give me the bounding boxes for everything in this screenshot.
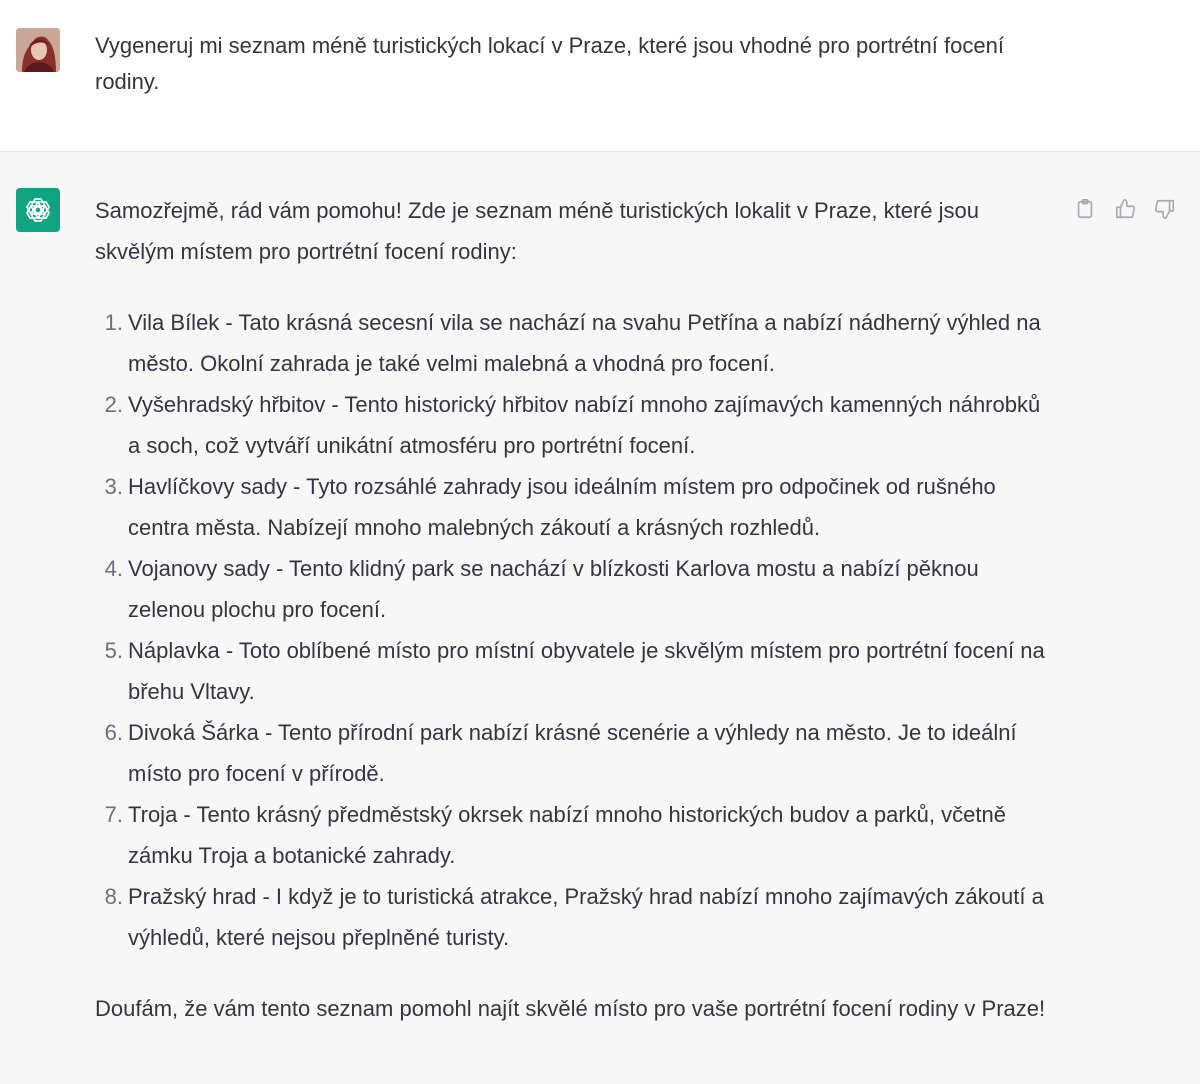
list-item-text: Vyšehradský hřbitov - Tento historický hřbitov nabízí mnoho zajímavých kamenných náhrobků a soch, což vytváří unikátní atmosféru pro portrétní focení.	[128, 392, 1041, 458]
list-item-text: Havlíčkovy sady - Tyto rozsáhlé zahrady jsou ideálním místem pro odpočinek od rušného centra města. Nabízejí mnoho malebných zákoutí a krásných rozhledů.	[128, 474, 996, 540]
user-message	[0, 0, 1200, 152]
thumbs-up-button[interactable]	[1112, 196, 1138, 222]
list-item	[95, 876, 1055, 958]
assistant-outro: Doufám, že vám tento seznam pomohl najít skvělé místo pro vaše portrétní focení rodiny v Praze!	[95, 996, 1046, 1021]
chatgpt-logo-icon	[16, 188, 60, 232]
list-item-number: 6.	[104, 720, 123, 745]
list-item-text: Troja - Tento krásný předměstský okrsek nabízí mnoho historických budov a parků, včetně zámku Troja a botanické zahrady.	[128, 802, 1006, 868]
list-item-text: Vila Bílek - Tato krásná secesní vila se nachází na svahu Petřína a nabízí nádherný výhled na město. Okolní zahrada je také velmi malebná a vhodná pro focení.	[128, 310, 1041, 376]
list-item-text: Vojanovy sady - Tento klidný park se nachází v blízkosti Karlova mostu a nabízí pěknou zelenou plochu pro focení.	[128, 556, 979, 622]
location-list	[95, 302, 1055, 958]
list-item-number: 3.	[104, 474, 123, 499]
user-avatar-image	[16, 28, 60, 72]
copy-button[interactable]	[1072, 196, 1098, 222]
list-item	[95, 466, 1055, 548]
list-item	[95, 302, 1055, 384]
list-item	[95, 712, 1055, 794]
thumbs-down-icon	[1154, 198, 1176, 220]
list-item-number: 2.	[104, 392, 123, 417]
user-message-text: Vygeneruj mi seznam méně turistických lokací v Praze, které jsou vhodné pro portrétní focení rodiny.	[95, 33, 1004, 94]
assistant-message	[0, 152, 1200, 1084]
list-item-number: 5.	[104, 638, 123, 663]
thumbs-up-icon	[1114, 198, 1136, 220]
list-item-number: 8.	[104, 884, 123, 909]
list-item-text: Náplavka - Toto oblíbené místo pro místní obyvatele je skvělým místem pro portrétní focení na břehu Vltavy.	[128, 638, 1045, 704]
list-item	[95, 548, 1055, 630]
thumbs-down-button[interactable]	[1152, 196, 1178, 222]
list-item-text: Pražský hrad - I když je to turistická atrakce, Pražský hrad nabízí mnoho zajímavých zákoutí a výhledů, které nejsou přeplněné turisty.	[128, 884, 1044, 950]
list-item-number: 4.	[104, 556, 123, 581]
list-item	[95, 384, 1055, 466]
assistant-intro: Samozřejmě, rád vám pomohu! Zde je seznam méně turistických lokalit v Praze, které jsou skvělým místem pro portrétní focení rodiny:	[95, 198, 980, 264]
message-actions	[1072, 196, 1178, 222]
list-item-number: 1.	[104, 310, 123, 335]
list-item	[95, 794, 1055, 876]
clipboard-icon	[1074, 198, 1096, 220]
list-item	[95, 630, 1055, 712]
list-item-number: 7.	[104, 802, 123, 827]
list-item-text: Divoká Šárka - Tento přírodní park nabízí krásné scenérie a výhledy na město. Je to ideální místo pro focení v přírodě.	[128, 720, 1017, 786]
assistant-message-content	[95, 190, 1055, 1029]
user-avatar	[16, 28, 60, 72]
